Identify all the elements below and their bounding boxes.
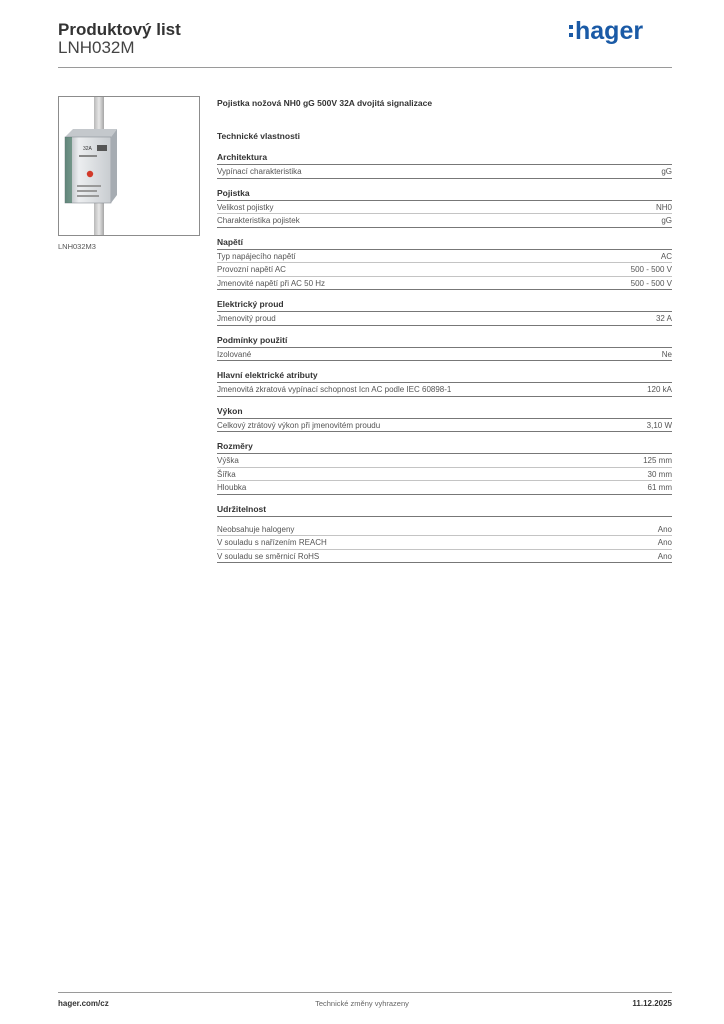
spec-label: Izolované xyxy=(217,349,252,359)
spec-content xyxy=(217,96,672,563)
image-caption: LNH032M3 xyxy=(58,242,96,251)
product-code: LNH032M xyxy=(58,38,135,57)
spec-label: Jmenovité napětí při AC 50 Hz xyxy=(217,278,326,288)
section-title: Architektura xyxy=(217,151,672,165)
spec-label: V souladu s nařízením REACH xyxy=(217,538,327,547)
section-elektricky-proud xyxy=(217,298,672,326)
spec-value: 61 mm xyxy=(647,483,672,492)
spec-row xyxy=(217,165,672,179)
spec-label: Jmenovitý proud xyxy=(217,314,276,323)
spec-row xyxy=(217,277,672,291)
hager-logo xyxy=(567,16,657,46)
footer-date: 11.12.2025 xyxy=(632,999,672,1008)
spec-value: gG xyxy=(661,216,672,225)
product-title: Pojistka nožová NH0 gG 500V 32A dvojitá signalizace xyxy=(217,98,433,108)
spec-row xyxy=(217,312,672,326)
page-title: Produktový list xyxy=(58,20,181,39)
spec-label: Jmenovitá zkratová vypínací schopnost Icn AC podle IEC 60898-1 xyxy=(217,385,452,394)
section-title: Pojistka xyxy=(217,187,672,201)
section-podminky-pouziti xyxy=(217,334,672,362)
footer-notice: Technické změny vyhrazeny xyxy=(315,999,409,1008)
spec-value: Ano xyxy=(657,551,672,561)
spec-row xyxy=(217,550,672,564)
spec-label: Provozní napětí AC xyxy=(217,265,286,274)
spec-value: gG xyxy=(661,167,672,176)
spec-value: 500 - 500 V xyxy=(630,278,672,288)
spec-value: 30 mm xyxy=(647,469,672,479)
spec-label: Výška xyxy=(217,456,239,465)
spec-value: Ano xyxy=(657,524,672,534)
spec-row xyxy=(217,481,672,495)
spec-label: Charakteristika pojistek xyxy=(217,216,300,225)
section-rozmery xyxy=(217,440,672,495)
spec-row xyxy=(217,383,672,397)
spec-row xyxy=(217,523,672,537)
section-title: Hlavní elektrické atributy xyxy=(217,369,672,383)
section-title: Udržitelnost xyxy=(217,503,672,517)
spec-label: Velikost pojistky xyxy=(217,202,274,212)
section-title: Napětí xyxy=(217,236,672,250)
section-title: Elektrický proud xyxy=(217,298,672,312)
spec-value: 3,10 W xyxy=(646,420,672,430)
section-title: Rozměry xyxy=(217,440,672,454)
section-hlavni-elektricke-atributy xyxy=(217,369,672,397)
spec-row xyxy=(217,419,672,433)
spec-row xyxy=(217,250,672,264)
spec-label: Vypínací charakteristika xyxy=(217,167,302,176)
svg-text:32A: 32A xyxy=(83,146,92,152)
footer-website-link[interactable]: hager.com/cz xyxy=(58,999,109,1008)
section-pojistka xyxy=(217,187,672,228)
header-divider xyxy=(58,67,672,68)
spec-label: Celkový ztrátový výkon při jmenovitém proudu xyxy=(217,420,381,430)
section-udrzitelnost xyxy=(217,503,672,564)
spec-label: V souladu se směrnicí RoHS xyxy=(217,551,320,561)
spec-row xyxy=(217,263,672,277)
spec-row xyxy=(217,348,672,362)
spec-row xyxy=(217,201,672,215)
section-title: Výkon xyxy=(217,405,672,419)
spec-label: Neobsahuje halogeny xyxy=(217,524,295,534)
spec-label: Hloubka xyxy=(217,483,247,492)
svg-text:hager: hager xyxy=(575,17,644,45)
spec-value: 120 kA xyxy=(647,385,672,394)
spec-value: NH0 xyxy=(655,202,672,212)
section-architektura xyxy=(217,151,672,179)
spec-value: Ano xyxy=(657,538,672,547)
spec-label: Typ napájecího napětí xyxy=(217,251,296,261)
spec-row xyxy=(217,454,672,468)
spec-label: Šířka xyxy=(217,469,236,479)
footer-divider xyxy=(58,992,672,993)
section-title: Podmínky použití xyxy=(217,334,672,348)
spec-row xyxy=(217,468,672,482)
spec-value: Ne xyxy=(661,349,672,359)
spec-value: 125 mm xyxy=(643,456,672,465)
spec-value: 32 A xyxy=(655,314,672,323)
product-image xyxy=(58,96,200,236)
spec-row xyxy=(217,536,672,550)
spec-value: AC xyxy=(660,251,672,261)
spec-row xyxy=(217,214,672,228)
section-napeti xyxy=(217,236,672,291)
spec-value: 500 - 500 V xyxy=(630,265,672,274)
tech-heading: Technické vlastnosti xyxy=(217,131,300,141)
section-vykon xyxy=(217,405,672,433)
